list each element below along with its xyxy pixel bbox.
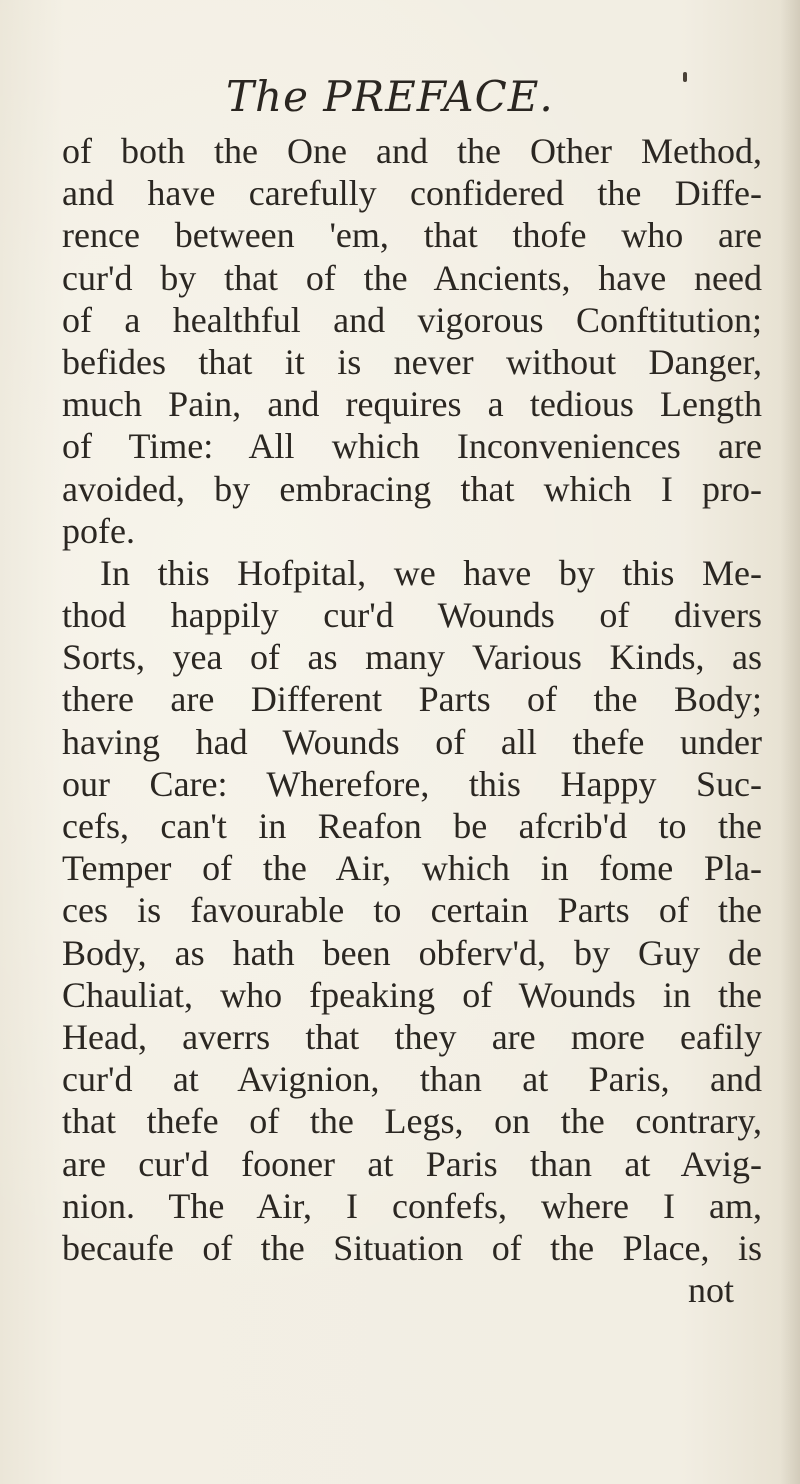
text-line: having had Wounds of all thefe under (62, 721, 762, 762)
text-line: Sorts, yea of as many Various Kinds, as (62, 637, 762, 678)
text-line: Chauliat, who fpeaking of Wounds in the (62, 974, 762, 1015)
catchword: not (687, 1270, 734, 1311)
text-line: are cur'd fooner at Paris than at Avig- (62, 1143, 762, 1184)
text-line: befides that it is never without Danger, (62, 341, 762, 382)
text-line: ces is favourable to certain Parts of the (62, 890, 762, 931)
text-line: Body, as hath been obferv'd, by Guy de (62, 932, 762, 973)
text-line: much Pain, and requires a tedious Length (62, 384, 762, 425)
text-line: pofe. (62, 510, 135, 551)
text-line: of Time: All which Inconveniences are (62, 426, 762, 467)
text-line: and have carefully confidered the Diffe- (62, 173, 762, 214)
text-line: Temper of the Air, which in fome Pla- (62, 848, 762, 889)
text-line: rence between 'em, that thofe who are (62, 215, 762, 256)
body-text (62, 130, 762, 1311)
page-edge-shadow (780, 0, 800, 1484)
text-line: our Care: Wherefore, this Happy Suc- (62, 763, 762, 804)
text-line: there are Different Parts of the Body; (62, 679, 762, 720)
text-line: In this Hofpital, we have by this Me- (100, 552, 762, 593)
text-line: thod happily cur'd Wounds of divers (62, 595, 762, 636)
text-line: cefs, can't in Reafon be afcrib'd to the (62, 806, 762, 846)
text-line: becaufe of the Situation of the Place, is (62, 1227, 762, 1268)
text-line: of both the One and the Other Method, (62, 131, 762, 171)
text-line: Head, averrs that they are more eafily (62, 1016, 762, 1057)
ink-mark (683, 72, 687, 82)
text-line: avoided, by embracing that which I pro- (62, 468, 762, 509)
text-line: cur'd at Avignion, than at Paris, and (62, 1059, 762, 1100)
text-line: nion. The Air, I confefs, where I am, (62, 1185, 762, 1226)
text-line: cur'd by that of the Ancients, have need (62, 257, 762, 298)
text-line: of a healthful and vigorous Conftitution; (62, 299, 762, 340)
running-head: The PREFACE. (226, 72, 554, 121)
text-line: that thefe of the Legs, on the contrary, (62, 1101, 762, 1142)
